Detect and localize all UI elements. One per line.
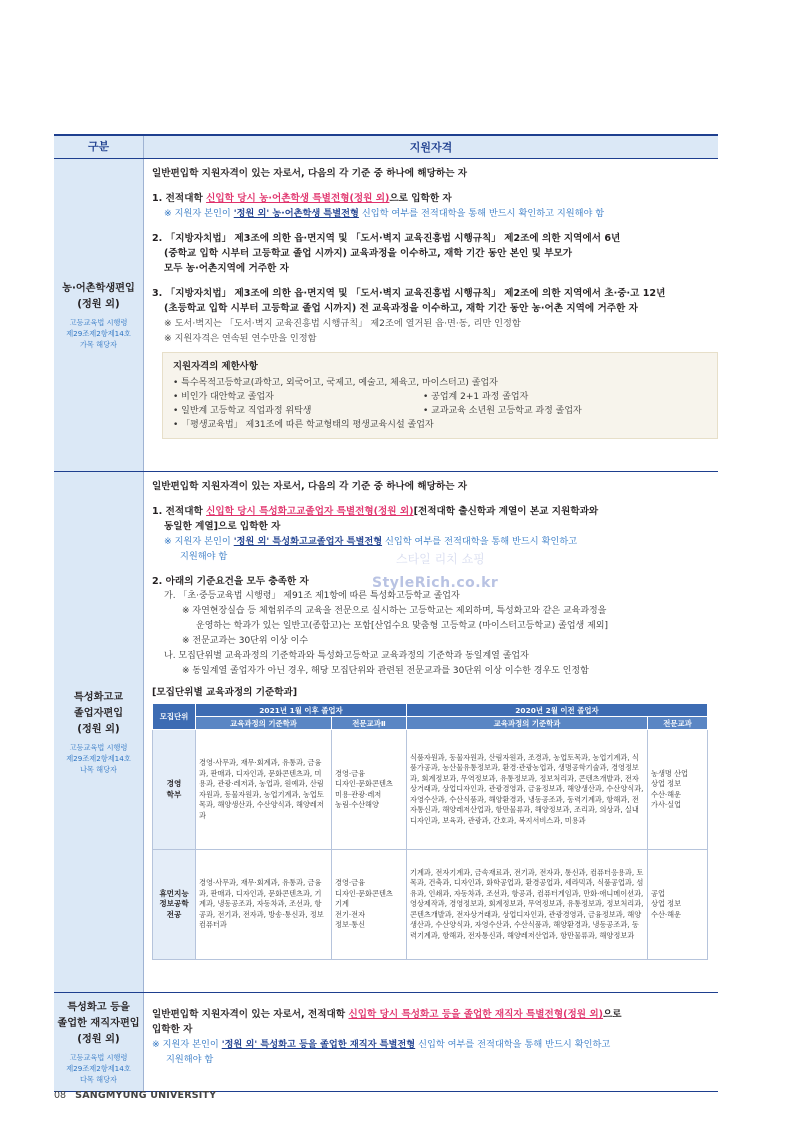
th-std: 교육과정의 기준학과 xyxy=(196,717,332,730)
unit-human-ai: 휴먼지능 정보공학 전공 xyxy=(153,850,196,960)
criterion-2-b-note: ※ 동일계열 졸업자가 아닌 경우, 해당 모집단위와 관련된 전문교과를 30단위 이상 이수한 경우도 인정함 xyxy=(182,666,589,676)
cell: 경영·금융 디자인·문화콘텐츠 미용·관광·레저 농림·수산해양 xyxy=(332,730,407,850)
unit-business: 경영 학부 xyxy=(153,730,196,850)
admission-table xyxy=(54,134,718,1092)
section-law: 고등교육법 시행령 제29조제2항제14호 다목 해당자 xyxy=(66,1052,131,1084)
th-pro2: 전문교과Ⅱ xyxy=(332,717,407,730)
criterion-2-b: 나. 모집단위별 교육과정의 기준학과와 특성화고등학교 교육과정의 기준학과 동일계열 졸업자 xyxy=(164,651,529,661)
th-2020: 2020년 2월 이전 졸업자 xyxy=(407,704,708,717)
university-name: SANGMYUNG UNIVERSITY xyxy=(75,1090,217,1101)
restriction-row: • 일반계 고등학교 직업과정 위탁생 • 교과교육 소년원 고등학교 과정 졸업자 xyxy=(173,406,582,416)
criterion-1: 1. 전적대학 신입학 당시 특성화고교졸업자 특별전형(정원 외)[전적대학 출신학과 계열이 본교 지원학과와 동일한 계열]으로 입학한 자 xyxy=(152,506,599,532)
th-unit: 모집단위 xyxy=(153,704,196,730)
section-label xyxy=(54,472,144,992)
restriction-item: • 특수목적고등학교(과학고, 외국어고, 국제고, 예술고, 체육고, 마이스터고) 졸업자 xyxy=(173,378,498,388)
restrictions-box xyxy=(162,352,718,439)
watermark: StyleRich.co.kr xyxy=(372,575,499,591)
restriction-item: • 「평생교육법」 제31조에 따른 학교형태의 평생교육시설 졸업자 xyxy=(173,420,434,430)
page-footer xyxy=(54,1090,216,1101)
table-row xyxy=(153,850,708,960)
section-law: 고등교육법 시행령 제29조제2항제14호 나목 해당자 xyxy=(66,742,131,774)
table-title: [모집단위별 교육과정의 기준학과] xyxy=(152,687,298,698)
criterion-1-note: ※ 지원자 본인이 '정원 외' 특성화고교졸업자 특별전형 신입학 여부를 전적대학을 통해 반드시 확인하고 xyxy=(164,536,578,547)
criterion-1-note-cont: 지원해야 함 xyxy=(180,551,228,562)
criterion-2-a-note-2: ※ 전문교과는 30단위 이상 이수 xyxy=(182,636,309,646)
restriction-row: • 비인가 대안학교 졸업자 • 공업계 2+1 과정 졸업자 xyxy=(173,392,529,402)
criterion-2: 2. 「지방자치법」 제3조에 의한 읍·면지역 및 「도서·벽지 교육진흥법 시행규칙」 제2조에 의한 지역에서 6년 (중학교 입학 시부터 고등학교 졸업 시까지) 교육과정을 이수하고, 재학 기간 동안 본인 및 부모가 모두 농·어촌지역에 거주한 자 xyxy=(152,233,621,274)
th-2021: 2021년 1월 이후 졸업자 xyxy=(196,704,407,717)
cell: 경영·금융 디자인·문화콘텐츠 기계 전기·전자 정보·통신 xyxy=(332,850,407,960)
section-employed-graduates xyxy=(54,993,718,1092)
table-row xyxy=(153,730,708,850)
intro-text: 일반편입학 지원자격이 있는 자로서, 다음의 각 기준 중 하나에 해당하는 자 xyxy=(152,481,468,492)
criterion-3-note-1: ※ 도서·벽지는 「도서·벽지 교육진흥법 시행규칙」 제2조에 열거된 읍·면·동, 리만 인정함 xyxy=(164,318,521,329)
criterion-note: ※ 지원자 본인이 '정원 외' 특성화고 등을 졸업한 재직자 특별전형 신입학 여부를 전적대학을 통해 반드시 확인하고 xyxy=(152,1039,611,1050)
criterion-3: 3. 「지방자치법」 제3조에 의한 읍·면지역 및 「도서·벽지 교육진흥법 시행규칙」 제2조에 의한 지역에서 초·중·고 12년 (초등학교 입학 시부터 고등학교 졸업 시까지) 전 교육과정을 이수하고, 재학 기간 동안 농·어촌 지역에 거주한 자 xyxy=(152,288,666,314)
section-vocational-graduates xyxy=(54,472,718,993)
section-label xyxy=(54,993,144,1091)
criterion: 일반편입학 지원자격이 있는 자로서, 전적대학 신입학 당시 특성화고 등을 졸업한 재직자 특별전형(정원 외)으로 입학한 자 xyxy=(152,1009,622,1035)
cell: 농생명 산업 상업 정보 수산·해운 가사·실업 xyxy=(648,730,708,850)
criterion-note-cont: 지원해야 함 xyxy=(166,1054,214,1065)
th-pro: 전문교과 xyxy=(648,717,708,730)
cell: 경영·사무과, 재무·회계과, 유통과, 금융과, 판매과, 디자인과, 문화콘텐츠과, 기계과, 냉동공조과, 자동차과, 조선과, 항공과, 전기과, 전자과, 방송·통신과, 정보컴퓨터과 xyxy=(196,850,332,960)
cell: 경영·사무과, 재무·회계과, 유통과, 금융과, 판매과, 디자인과, 문화콘텐츠과, 미용과, 관광·레저과, 농업과, 원예과, 산림자원과, 동물자원과, 농업기계과, 농업토목과, 해양생산과, 수산양식과, 해양레저과 xyxy=(196,730,332,850)
criterion-1-note: ※ 지원자 본인이 '정원 외' 농·어촌학생 특별전형 신입학 여부를 전적대학을 통해 반드시 확인하고 지원해야 함 xyxy=(164,208,605,219)
page-number: 08 xyxy=(54,1090,67,1101)
section-title: 특성화고 등을 졸업한 재직자편입 (정원 외) xyxy=(57,1001,140,1045)
criterion-2-a-note-1b: 운영하는 학과가 있는 일반고(종합고)는 포함[산업수요 맞춤형 고등학교 (마이스터고등학교) 졸업생 제외] xyxy=(196,621,608,631)
criterion-3-note-2: ※ 지원자격은 연속된 연수만을 인정함 xyxy=(164,333,317,344)
cell: 공업 상업 정보 수산·해운 xyxy=(648,850,708,960)
section-law: 고등교육법 시행령 제29조제2항제14호 가목 해당자 xyxy=(66,317,131,349)
criterion-2-a: 가. 「초·중등교육법 시행령」 제91조 제1항에 따른 특성화고등학교 졸업자 xyxy=(164,591,460,601)
watermark-shadow: 스타일 리치 쇼핑 xyxy=(396,552,485,566)
cell: 식품자원과, 동물자원과, 산림자원과, 조경과, 농업토목과, 농업기계과, 식품가공과, 농산물유통정보과, 환경·관광농업과, 생명공학기술과, 경영정보과, 회계정보과, 무역정보과, 유통정보과, 정보처리과, 콘텐츠개발과, 전자상거래과, 상업디자인과, 관광경영과, 금융정보과, 해양생산과, 수산양식과, 자영수산과, 수산식품과, 해양환경과, 냉동공조과, 동력기계과, 항해과, 전자통신과, 해양레저산업과, 항만물류과, 해양정보과, 조리과, 의상과, 실내디자인과, 보육과, 관광과, 간호과, 복지서비스과, 미용과 xyxy=(407,730,648,850)
restrictions-title: 지원자격의 제한사항 xyxy=(173,361,258,372)
header-qualification: 지원자격 xyxy=(409,141,453,154)
section-label xyxy=(54,159,144,471)
section-content xyxy=(144,159,718,471)
criterion-1: 1. 전적대학 신입학 당시 농·어촌학생 특별전형(정원 외)으로 입학한 자 xyxy=(152,193,452,204)
table-header xyxy=(54,134,718,159)
section-content xyxy=(144,993,718,1091)
section-rural-students xyxy=(54,159,718,472)
th-std2: 교육과정의 기준학과 xyxy=(407,717,648,730)
criterion-2-a-note-1: ※ 자연현장실습 등 체험위주의 교육을 전문으로 실시하는 고등학교는 제외하며, 특성화고와 같은 교육과정을 xyxy=(182,606,607,616)
intro-text: 일반편입학 지원자격이 있는 자로서, 다음의 각 기준 중 하나에 해당하는 자 xyxy=(152,168,468,179)
header-category: 구분 xyxy=(54,136,144,158)
cell: 기계과, 전자기계과, 금속재료과, 전기과, 전자과, 통신과, 컴퓨터응용과, 토목과, 건축과, 디자인과, 화학공업과, 환경공업과, 세라믹과, 식품공업과, 섬유과, 인쇄과, 자동차과, 조선과, 항공과, 컴퓨터게임과, 만화·애니메이션과, 영상제작과, 경영정보과, 회계정보과, 무역정보과, 유통정보과, 정보처리과, 콘텐츠개발과, 전자상거래과, 상업디자인과, 관광경영과, 금융정보과, 해양생산과, 수산양식과, 자영수산과, 수산식품과, 해양환경과, 냉동공조과, 동력기계과, 항해과, 전자통신과, 해양레저산업과, 항만물류과, 해양정보과 xyxy=(407,850,648,960)
section-title: 농·어촌학생편입 (정원 외) xyxy=(62,282,135,310)
department-table xyxy=(152,703,708,960)
criterion-2: 2. 아래의 기준요건을 모두 충족한 자 xyxy=(152,576,309,587)
section-title: 특성화고교 졸업자편입 (정원 외) xyxy=(73,691,124,735)
